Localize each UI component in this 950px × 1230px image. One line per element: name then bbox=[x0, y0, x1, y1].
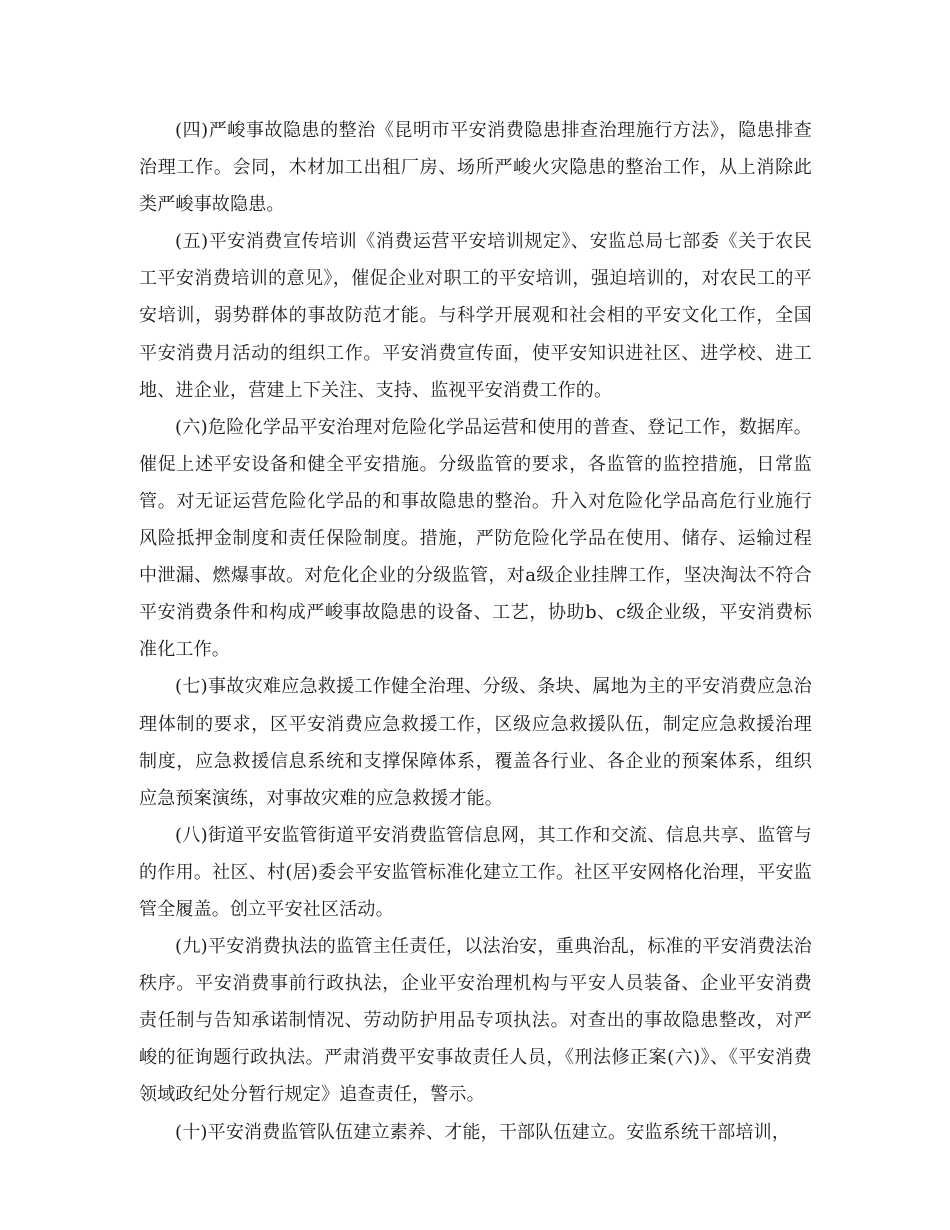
paragraph-8: (八)街道平安监管街道平安消费监管信息网，其工作和交流、信息共享、监管与的作用。社区、村(居)委会平安监管标准化建立工作。社区平安网格化治理，平安监管全履盖。创立平安社区活动。 bbox=[139, 824, 812, 920]
paragraph-10: (十)平安消费监管队伍建立素养、才能，干部队伍建立。安监系统干部培训， bbox=[175, 1121, 791, 1143]
paragraph-4: (四)严峻事故隐患的整治《昆明市平安消费隐患排查治理施行方法》，隐患排查治理工作。会同，木材加工出租厂房、场所严峻火灾隐患的整治工作，从上消除此类严峻事故隐患。 bbox=[139, 120, 812, 216]
paragraph-9: (九)平安消费执法的监管主任责任，以法治安，重典治乱，标准的平安消费法治秩序。平安消费事前行政执法，企业平安治理机构与平安人员装备、企业平安消费责任制与告知承诺制情况、劳动防护用品专项执法。对查出的事故隐患整改，对严峻的征询题行政执法。严肃消费平安事故责任人员，《刑法修正案(六)》、《平安消费领域政纪处分暂行规定》追查责任，警示。 bbox=[139, 936, 812, 1106]
document-page bbox=[139, 112, 812, 1151]
paragraph-6: (六)危险化学品平安治理对危险化学品运营和使用的普查、登记工作，数据库。催促上述平安设备和健全平安措施。分级监管的要求，各监管的监控措施，日常监管。对无证运营危险化学品的和事故隐患的整治。升入对危险化学品高危行业施行风险抵押金制度和责任保险制度。措施，严防危险化学品在使用、储存、运输过程中泄漏、燃爆事故。对危化企业的分级监管，对a级企业挂牌工作，坚决淘汰不符合平安消费条件和构成严峻事故隐患的设备、工艺，协助b、c级企业级，平安消费标准化工作。 bbox=[139, 416, 812, 661]
paragraph-7: (七)事故灾难应急救援工作健全治理、分级、条块、属地为主的平安消费应急治理体制的要求，区平安消费应急救援工作，区级应急救援队伍，制定应急救援治理制度，应急救援信息系统和支撑保障体系，覆盖各行业、各企业的预案体系，组织应急预案演练，对事故灾难的应急救援才能。 bbox=[139, 676, 812, 809]
paragraph-5: (五)平安消费宣传培训《消费运营平安培训规定》、安监总局七部委《关于农民工平安消费培训的意见》，催促企业对职工的平安培训，强迫培训的，对农民工的平安培训，弱势群体的事故防范才能。与科学开展观和社会相的平安文化工作，全国平安消费月活动的组织工作。平安消费宣传面，使平安知识进社区、进学校、进工地、进企业，营建上下关注、支持、监视平安消费工作的。 bbox=[139, 231, 812, 401]
